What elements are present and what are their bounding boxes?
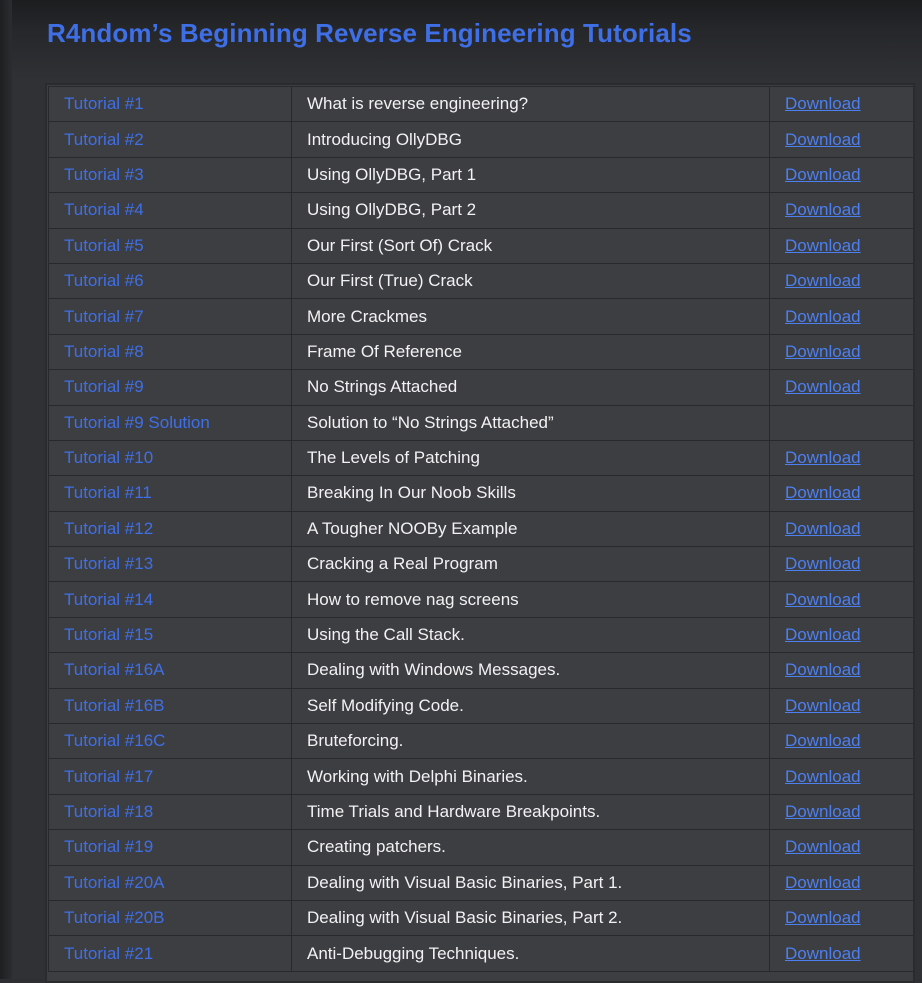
tutorial-link[interactable]: Tutorial #7: [64, 306, 144, 326]
download-cell: [770, 263, 915, 298]
tutorial-link[interactable]: Tutorial #16B: [64, 695, 165, 715]
download-cell: [770, 370, 915, 405]
tutorial-title-cell: No Strings Attached: [292, 370, 770, 405]
download-cell: [770, 334, 915, 369]
tutorial-link[interactable]: Tutorial #20B: [64, 908, 165, 928]
download-cell: [770, 617, 915, 652]
tutorial-link[interactable]: Tutorial #14: [64, 589, 154, 609]
table-row: [49, 370, 915, 405]
download-cell: [770, 653, 915, 688]
tutorial-link[interactable]: Tutorial #12: [64, 518, 154, 538]
table-row: [49, 900, 915, 935]
download-cell: [770, 865, 915, 900]
download-cell: [770, 724, 915, 759]
tutorial-number-cell: [49, 759, 292, 794]
download-link[interactable]: Download: [785, 802, 861, 821]
tutorial-number-cell: [49, 900, 292, 935]
page-title: R4ndom’s Beginning Reverse Engineering Tutorials: [47, 18, 692, 48]
download-link[interactable]: Download: [785, 766, 861, 786]
table-row: [49, 263, 915, 298]
download-cell: [770, 193, 915, 228]
download-link[interactable]: Download: [785, 518, 861, 538]
tutorial-number-cell: [49, 511, 292, 546]
download-link[interactable]: Download: [785, 164, 861, 184]
tutorial-number-cell: [49, 405, 292, 440]
table-row: [49, 582, 915, 617]
download-link[interactable]: Download: [785, 306, 861, 326]
tutorial-number-cell: [49, 724, 292, 759]
download-link[interactable]: Download: [785, 660, 861, 680]
tutorial-number-cell: [49, 830, 292, 865]
download-link[interactable]: Download: [785, 695, 861, 715]
tutorial-number-cell: [49, 617, 292, 652]
tutorial-link[interactable]: Tutorial #16A: [64, 660, 165, 680]
tutorial-number-cell: [49, 865, 292, 900]
tutorial-number-cell: [49, 440, 292, 475]
tutorial-title-cell: Anti-Debugging Techniques.: [292, 936, 770, 971]
tutorial-title-cell: Using OllyDBG, Part 2: [292, 193, 770, 228]
tutorial-link[interactable]: Tutorial #18: [64, 802, 154, 821]
tutorial-number-cell: [49, 228, 292, 263]
tutorial-title-cell: Dealing with Visual Basic Binaries, Part 1.: [292, 865, 770, 900]
download-cell: [770, 299, 915, 334]
table-row: [49, 936, 915, 971]
tutorial-number-cell: [49, 370, 292, 405]
tutorial-link[interactable]: Tutorial #6: [64, 271, 144, 291]
tutorial-title-cell: A Tougher NOOBy Example: [292, 511, 770, 546]
tutorial-number-cell: [49, 794, 292, 829]
tutorial-title-cell: More Crackmes: [292, 299, 770, 334]
tutorial-title-cell: Breaking In Our Noob Skills: [292, 476, 770, 511]
tutorial-link[interactable]: Tutorial #20A: [64, 872, 165, 892]
tutorial-link[interactable]: Tutorial #13: [64, 554, 154, 574]
tutorial-title-cell: Self Modifying Code.: [292, 688, 770, 723]
table-row: [49, 122, 915, 157]
table-row: [49, 759, 915, 794]
download-cell: [770, 759, 915, 794]
table-row: [49, 688, 915, 723]
download-cell: [770, 87, 915, 122]
tutorial-title-cell: Dealing with Windows Messages.: [292, 653, 770, 688]
download-cell: [770, 405, 915, 440]
tutorial-number-cell: [49, 334, 292, 369]
download-link[interactable]: Download: [785, 625, 861, 645]
tutorial-title-cell: Solution to “No Strings Attached”: [292, 405, 770, 440]
tutorial-number-cell: [49, 582, 292, 617]
table-row: [49, 228, 915, 263]
tutorial-number-cell: [49, 87, 292, 122]
download-link[interactable]: Download: [785, 908, 861, 928]
table-row: [49, 157, 915, 192]
tutorial-link[interactable]: Tutorial #3: [64, 164, 144, 184]
tutorial-link[interactable]: Tutorial #16C: [64, 731, 166, 751]
tutorial-number-cell: [49, 653, 292, 688]
download-cell: [770, 547, 915, 582]
tutorial-link[interactable]: Tutorial #21: [64, 943, 154, 963]
table-row: [49, 830, 915, 865]
tutorial-number-cell: [49, 688, 292, 723]
download-cell: [770, 794, 915, 829]
tutorial-number-cell: [49, 122, 292, 157]
tutorial-title-cell: The Levels of Patching: [292, 440, 770, 475]
download-cell: [770, 688, 915, 723]
table-row: [49, 724, 915, 759]
download-link[interactable]: Download: [785, 377, 861, 397]
table-row: [49, 653, 915, 688]
download-link[interactable]: Download: [785, 200, 861, 220]
table-row: [49, 334, 915, 369]
tutorial-title-cell: Cracking a Real Program: [292, 547, 770, 582]
download-link[interactable]: Download: [785, 589, 861, 609]
download-link[interactable]: Download: [785, 129, 861, 149]
tutorial-number-cell: [49, 476, 292, 511]
download-link[interactable]: Download: [785, 943, 861, 963]
tutorial-link[interactable]: Tutorial #1: [64, 94, 144, 114]
tutorial-title-cell: Working with Delphi Binaries.: [292, 759, 770, 794]
tutorial-title-cell: Dealing with Visual Basic Binaries, Part 2.: [292, 900, 770, 935]
tutorial-number-cell: [49, 263, 292, 298]
download-cell: [770, 511, 915, 546]
tutorial-link[interactable]: Tutorial #15: [64, 625, 154, 645]
download-cell: [770, 936, 915, 971]
table-row: [49, 299, 915, 334]
download-link[interactable]: Download: [785, 837, 861, 857]
tutorial-title-cell: Creating patchers.: [292, 830, 770, 865]
tutorial-link[interactable]: Tutorial #17: [64, 766, 154, 786]
download-link[interactable]: Download: [785, 448, 861, 468]
tutorial-title-cell: Frame Of Reference: [292, 334, 770, 369]
tutorial-link[interactable]: Tutorial #8: [64, 341, 144, 361]
download-link[interactable]: Download: [785, 554, 861, 574]
tutorial-link[interactable]: Tutorial #10: [64, 448, 154, 468]
tutorials-table-body: [49, 87, 915, 972]
tutorial-link[interactable]: Tutorial #2: [64, 129, 144, 149]
tutorial-title-cell: Our First (Sort Of) Crack: [292, 228, 770, 263]
table-row: [49, 476, 915, 511]
download-cell: [770, 582, 915, 617]
download-cell: [770, 900, 915, 935]
download-link[interactable]: Download: [785, 94, 861, 114]
tutorials-table-container: [45, 83, 915, 983]
tutorial-number-cell: [49, 157, 292, 192]
download-link[interactable]: Download: [785, 731, 861, 751]
download-link[interactable]: Download: [785, 872, 861, 892]
tutorial-title-cell: Introducing OllyDBG: [292, 122, 770, 157]
download-link[interactable]: Download: [785, 341, 861, 361]
tutorial-title-cell: Our First (True) Crack: [292, 263, 770, 298]
download-link[interactable]: Download: [785, 483, 861, 503]
tutorial-link[interactable]: Tutorial #19: [64, 837, 154, 857]
download-cell: [770, 476, 915, 511]
table-row: [49, 547, 915, 582]
tutorial-link[interactable]: Tutorial #9 Solution: [64, 412, 210, 432]
table-row: [49, 440, 915, 475]
tutorial-number-cell: [49, 193, 292, 228]
tutorial-title-cell: What is reverse engineering?: [292, 87, 770, 122]
table-row: [49, 87, 915, 122]
tutorial-title-cell: Bruteforcing.: [292, 724, 770, 759]
download-cell: [770, 157, 915, 192]
tutorial-link[interactable]: Tutorial #5: [64, 235, 144, 255]
tutorial-number-cell: [49, 936, 292, 971]
download-cell: [770, 440, 915, 475]
table-row: [49, 617, 915, 652]
tutorial-title-cell: How to remove nag screens: [292, 582, 770, 617]
tutorial-number-cell: [49, 299, 292, 334]
table-row: [49, 865, 915, 900]
tutorial-link[interactable]: Tutorial #4: [64, 200, 144, 220]
download-cell: [770, 830, 915, 865]
tutorial-link[interactable]: Tutorial #11: [64, 483, 152, 503]
tutorials-table: [48, 86, 915, 972]
table-row: [49, 511, 915, 546]
tutorial-title-cell: Time Trials and Hardware Breakpoints.: [292, 794, 770, 829]
left-edge-shadow: [0, 0, 12, 979]
download-link[interactable]: Download: [785, 271, 861, 291]
tutorial-title-cell: Using the Call Stack.: [292, 617, 770, 652]
table-row: [49, 193, 915, 228]
table-row: [49, 794, 915, 829]
download-link[interactable]: Download: [785, 235, 861, 255]
tutorial-number-cell: [49, 547, 292, 582]
table-row: [49, 405, 915, 440]
tutorial-link[interactable]: Tutorial #9: [64, 377, 144, 397]
tutorial-title-cell: Using OllyDBG, Part 1: [292, 157, 770, 192]
download-cell: [770, 122, 915, 157]
download-cell: [770, 228, 915, 263]
